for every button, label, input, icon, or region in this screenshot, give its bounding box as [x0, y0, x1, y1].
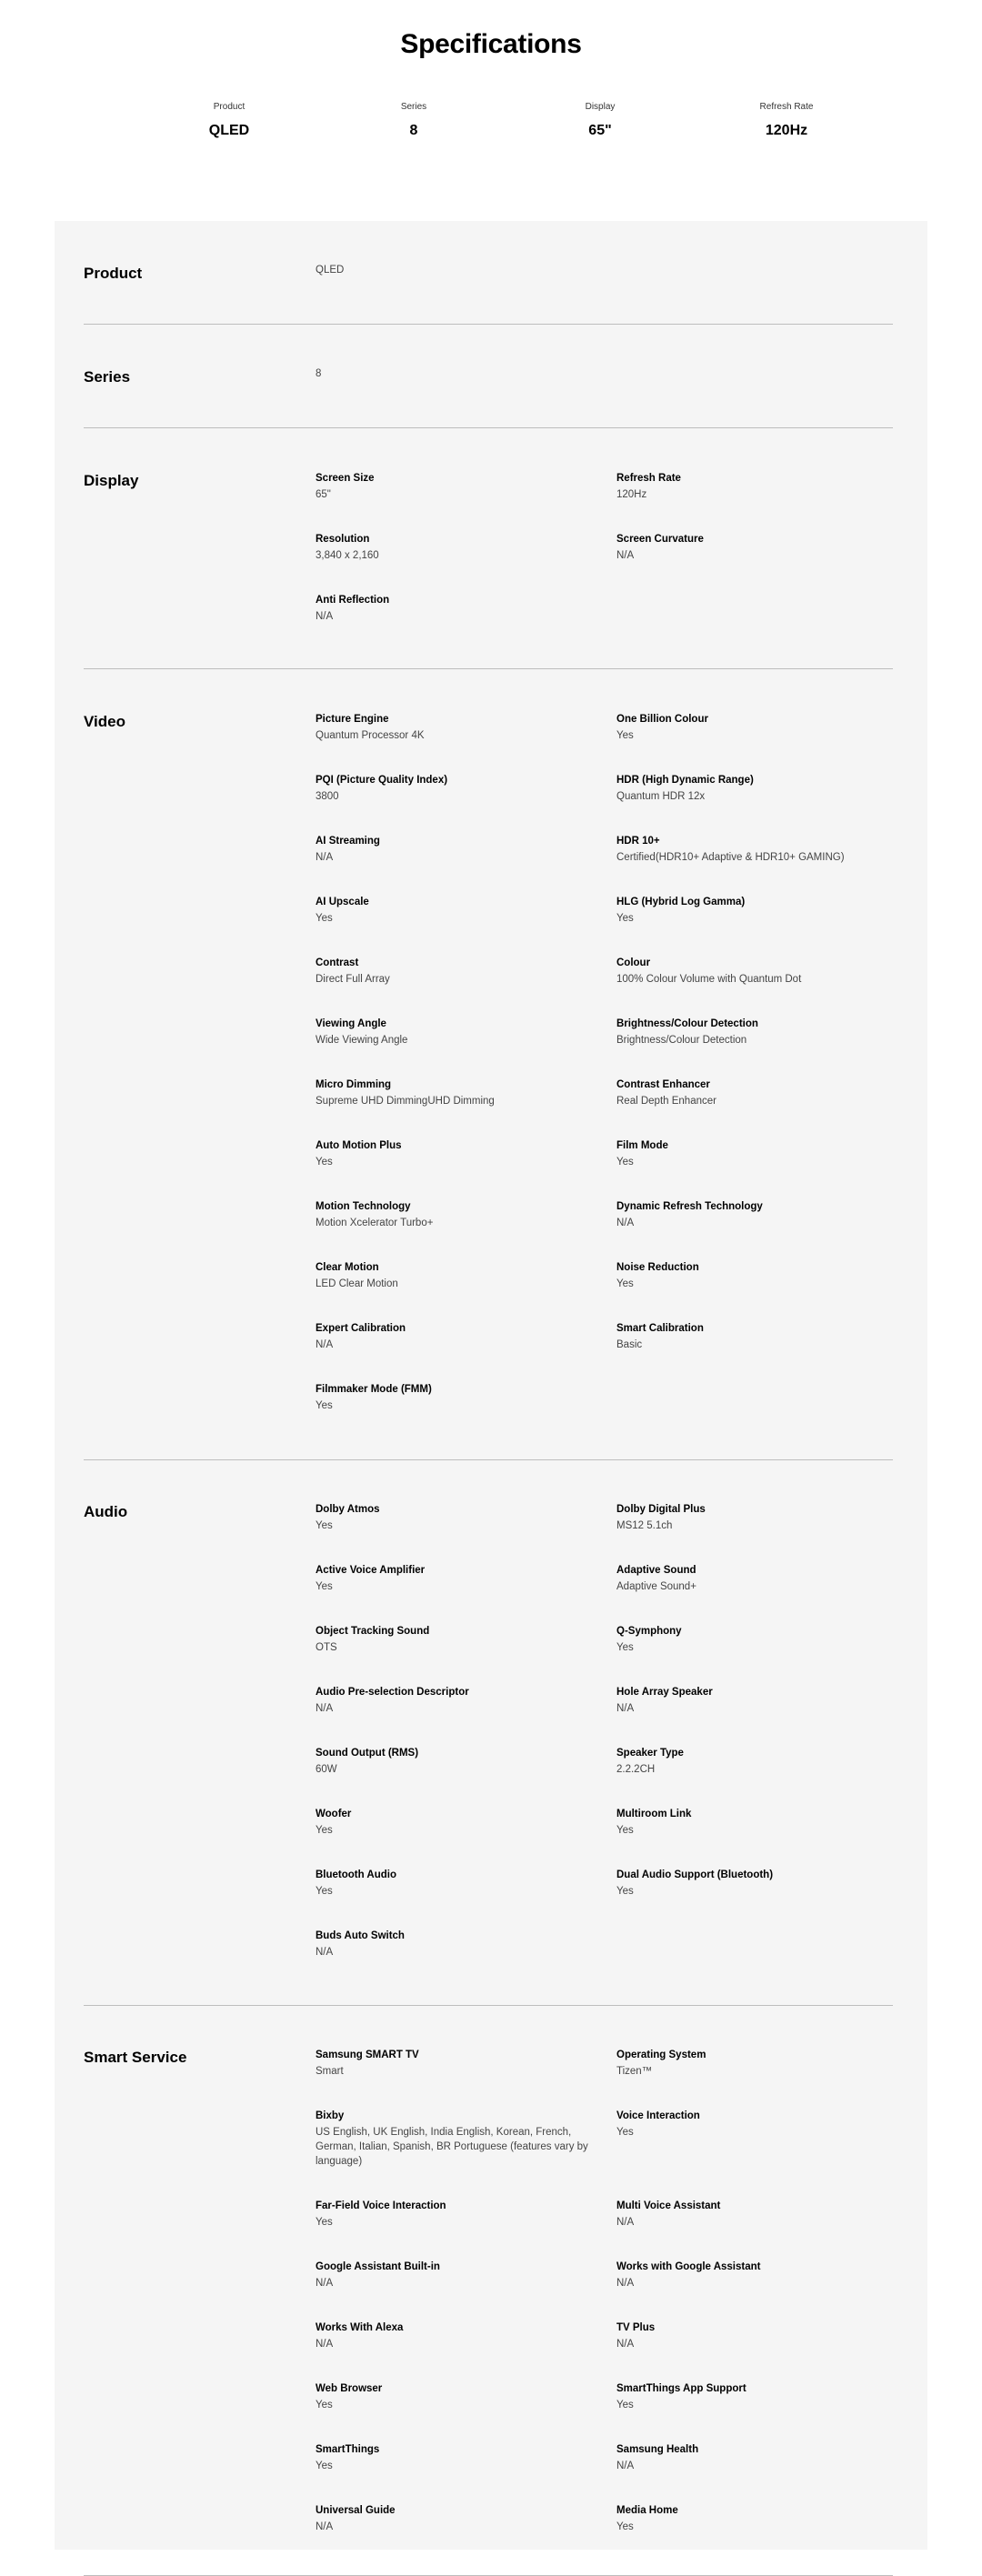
- divider: [84, 1459, 893, 1460]
- spec-name: Operating System: [616, 2050, 706, 2060]
- spec-name: Anti Reflection: [316, 595, 390, 606]
- spec-name: Smart Calibration: [616, 1323, 704, 1334]
- spec-value: Yes: [316, 2461, 333, 2471]
- spec-item: [616, 774, 889, 804]
- spec-name: HDR (High Dynamic Range): [616, 775, 754, 786]
- summary-value: 65": [588, 123, 612, 138]
- spec-name: Multiroom Link: [616, 1809, 692, 1819]
- spec-name: Speaker Type: [616, 1748, 684, 1759]
- spec-name: AI Streaming: [316, 836, 380, 847]
- spec-name: PQI (Picture Quality Index): [316, 775, 448, 786]
- spec-value: Yes: [316, 1886, 333, 1897]
- spec-name: Refresh Rate: [616, 473, 681, 484]
- spec-item: [616, 2200, 889, 2230]
- spec-value: Yes: [616, 2400, 634, 2411]
- summary-series: [323, 102, 505, 139]
- spec-item: [616, 2260, 889, 2290]
- spec-value: Yes: [616, 730, 634, 741]
- spec-item: [616, 1503, 889, 1533]
- spec-value: Quantum Processor 4K: [316, 730, 425, 741]
- spec-name: Voice Interaction: [616, 2110, 700, 2121]
- spec-value: Direct Full Array: [316, 974, 390, 985]
- summary-value: QLED: [208, 123, 250, 138]
- product-value: QLED: [316, 265, 345, 276]
- summary-refresh-rate: [696, 102, 877, 139]
- spec-name: Filmmaker Mode (FMM): [316, 1384, 432, 1395]
- spec-name: Colour: [616, 957, 651, 968]
- spec-value: Yes: [316, 1400, 333, 1411]
- spec-item: [616, 2382, 889, 2412]
- spec-item: [616, 1686, 889, 1716]
- section-title: Product: [84, 265, 143, 282]
- spec-item: [316, 2260, 588, 2290]
- spec-value: 3,840 x 2,160: [316, 550, 379, 561]
- spec-value: Yes: [616, 1157, 634, 1168]
- spec-name: Contrast Enhancer: [616, 1079, 710, 1090]
- spec-value: Certified(HDR10+ Adaptive & HDR10+ GAMING): [616, 852, 845, 863]
- spec-value: Yes: [616, 1825, 634, 1836]
- spec-value: Yes: [616, 1642, 634, 1653]
- spec-name: Q-Symphony: [616, 1626, 682, 1637]
- spec-name: Adaptive Sound: [616, 1565, 696, 1576]
- spec-name: Buds Auto Switch: [316, 1930, 405, 1941]
- spec-value: US English, UK English, India English, Korean, French, German, Italian, Spanish, BR Portuguese (features vary by language): [316, 2127, 588, 2167]
- spec-value: 60W: [316, 1764, 337, 1775]
- spec-name: Micro Dimming: [316, 1079, 392, 1090]
- spec-item: [616, 533, 889, 563]
- spec-item: [316, 1383, 588, 1413]
- spec-value: OTS: [316, 1642, 337, 1653]
- spec-value: Quantum HDR 12x: [616, 791, 706, 802]
- spec-name: Brightness/Colour Detection: [616, 1018, 758, 1029]
- spec-name: Screen Size: [316, 473, 375, 484]
- spec-name: AI Upscale: [316, 897, 369, 907]
- spec-item: [616, 2443, 889, 2473]
- spec-item: [316, 1017, 588, 1047]
- spec-item: [316, 1078, 588, 1108]
- spec-name: Audio Pre-selection Descriptor: [316, 1687, 469, 1698]
- spec-value: Yes: [616, 1278, 634, 1289]
- spec-item: [316, 1686, 588, 1716]
- spec-item: [316, 1200, 588, 1230]
- spec-name: Screen Curvature: [616, 534, 704, 545]
- spec-name: Active Voice Amplifier: [316, 1565, 426, 1576]
- spec-item: [616, 1869, 889, 1899]
- spec-name: Multi Voice Assistant: [616, 2200, 721, 2211]
- spec-item: [316, 533, 588, 563]
- spec-value: N/A: [316, 2339, 334, 2350]
- spec-value: N/A: [316, 611, 334, 622]
- spec-value: Basic: [616, 1339, 643, 1350]
- spec-value: Yes: [316, 1581, 333, 1592]
- spec-name: One Billion Colour: [616, 714, 708, 725]
- spec-name: Contrast: [316, 957, 359, 968]
- spec-item: [316, 2504, 588, 2534]
- spec-name: Universal Guide: [316, 2505, 396, 2516]
- section-title: Series: [84, 368, 131, 386]
- divider: [84, 2005, 893, 2006]
- spec-value: N/A: [316, 2521, 334, 2532]
- spec-name: Film Mode: [616, 1140, 668, 1151]
- spec-name: Samsung SMART TV: [316, 2050, 419, 2060]
- spec-name: Works With Alexa: [316, 2322, 404, 2333]
- spec-item: [316, 835, 588, 865]
- spec-item: [616, 1017, 889, 1047]
- spec-name: Bluetooth Audio: [316, 1869, 396, 1880]
- summary-label: Display: [585, 102, 616, 112]
- spec-name: Works with Google Assistant: [616, 2261, 761, 2272]
- spec-item: [316, 2049, 588, 2079]
- spec-name: Resolution: [316, 534, 370, 545]
- spec-value: MS12 5.1ch: [616, 1520, 673, 1531]
- summary-label: Refresh Rate: [759, 102, 814, 112]
- spec-name: HDR 10+: [616, 836, 660, 847]
- spec-item: [616, 1747, 889, 1777]
- spec-value: 65": [316, 489, 331, 500]
- spec-value: N/A: [616, 2339, 635, 2350]
- spec-value: LED Clear Motion: [316, 1278, 398, 1289]
- spec-name: Dolby Digital Plus: [616, 1504, 706, 1515]
- spec-value: Yes: [616, 1886, 634, 1897]
- spec-item: [616, 2321, 889, 2351]
- spec-value: N/A: [316, 1947, 334, 1958]
- spec-value: N/A: [616, 2461, 635, 2471]
- section-title: Video: [84, 713, 125, 730]
- spec-name: HLG (Hybrid Log Gamma): [616, 897, 746, 907]
- spec-name: Dual Audio Support (Bluetooth): [616, 1869, 774, 1880]
- spec-name: Samsung Health: [616, 2444, 699, 2455]
- spec-value: Yes: [316, 1520, 333, 1531]
- spec-name: Sound Output (RMS): [316, 1748, 419, 1759]
- spec-value: Wide Viewing Angle: [316, 1035, 408, 1046]
- spec-item: [616, 1625, 889, 1655]
- spec-name: Hole Array Speaker: [616, 1687, 713, 1698]
- spec-name: SmartThings: [316, 2444, 380, 2455]
- spec-value: 100% Colour Volume with Quantum Dot: [616, 974, 802, 985]
- spec-value: Smart: [316, 2066, 344, 2077]
- spec-value: N/A: [616, 1703, 635, 1714]
- spec-item: [616, 2049, 889, 2079]
- spec-value: Yes: [316, 1825, 333, 1836]
- spec-name: Viewing Angle: [316, 1018, 386, 1029]
- spec-value: N/A: [616, 550, 635, 561]
- specs-panel: [55, 221, 927, 2550]
- spec-item: [616, 2504, 889, 2534]
- spec-item: [316, 594, 588, 624]
- spec-name: Noise Reduction: [616, 1262, 699, 1273]
- spec-item: [316, 1503, 588, 1533]
- spec-item: [616, 1322, 889, 1352]
- summary-label: Series: [400, 102, 427, 112]
- spec-value: Yes: [316, 2400, 333, 2411]
- spec-item: [316, 896, 588, 926]
- spec-item: [316, 957, 588, 987]
- summary-label: Product: [213, 102, 246, 112]
- spec-value: N/A: [616, 2217, 635, 2228]
- spec-value: Yes: [316, 2217, 333, 2228]
- spec-name: Picture Engine: [316, 714, 389, 725]
- spec-item: [616, 713, 889, 743]
- spec-name: Far-Field Voice Interaction: [316, 2200, 446, 2211]
- spec-name: Object Tracking Sound: [316, 1626, 430, 1637]
- spec-item: [616, 1261, 889, 1291]
- spec-value: Real Depth Enhancer: [616, 1096, 716, 1107]
- spec-value: Yes: [316, 1157, 333, 1168]
- spec-item: [616, 957, 889, 987]
- spec-value: 2.2.2CH: [616, 1764, 656, 1775]
- spec-name: SmartThings App Support: [616, 2383, 747, 2394]
- spec-item: [616, 835, 917, 865]
- section-title: Display: [84, 472, 139, 489]
- spec-value: Tizen™: [616, 2066, 653, 2077]
- spec-item: [316, 1564, 588, 1594]
- section-title: Audio: [84, 1503, 128, 1520]
- summary-display: [509, 102, 691, 139]
- spec-item: [316, 1747, 588, 1777]
- spec-value: Yes: [316, 913, 333, 924]
- spec-value: N/A: [316, 1339, 334, 1350]
- spec-value: Supreme UHD DimmingUHD Dimming: [316, 1096, 495, 1107]
- section-title: Smart Service: [84, 2049, 187, 2066]
- spec-item: [316, 1625, 588, 1655]
- divider: [84, 668, 893, 669]
- spec-item: [316, 2321, 588, 2351]
- spec-value: Yes: [616, 2127, 634, 2138]
- spec-value: N/A: [316, 852, 334, 863]
- spec-value: Adaptive Sound+: [616, 1581, 696, 1592]
- spec-name: Bixby: [316, 2110, 345, 2121]
- spec-item: [316, 1929, 588, 1960]
- spec-item: [316, 1322, 588, 1352]
- spec-name: Expert Calibration: [316, 1323, 406, 1334]
- spec-value: Brightness/Colour Detection: [616, 1035, 747, 1046]
- summary-value: 8: [409, 123, 418, 138]
- spec-item: [316, 2200, 588, 2230]
- spec-item: [616, 1564, 889, 1594]
- spec-item: [316, 1808, 588, 1838]
- spec-value: 120Hz: [616, 489, 647, 500]
- spec-value: N/A: [316, 2278, 334, 2289]
- spec-name: Dynamic Refresh Technology: [616, 1201, 763, 1212]
- spec-item: [316, 774, 588, 804]
- spec-item: [316, 713, 588, 743]
- spec-value: N/A: [616, 1218, 635, 1228]
- spec-item: [616, 472, 889, 502]
- series-value: 8: [316, 368, 322, 379]
- spec-item: [616, 1139, 889, 1169]
- spec-value: 3800: [316, 791, 339, 802]
- spec-value: N/A: [316, 1703, 334, 1714]
- spec-value: N/A: [616, 2278, 635, 2289]
- summary-product: [138, 102, 320, 139]
- spec-item: [316, 2443, 588, 2473]
- spec-name: Woofer: [316, 1809, 352, 1819]
- spec-name: Motion Technology: [316, 1201, 411, 1212]
- spec-item: [316, 1261, 588, 1291]
- page-title: Specifications: [400, 29, 582, 59]
- spec-item: [316, 2382, 588, 2412]
- spec-name: Media Home: [616, 2505, 678, 2516]
- spec-name: Clear Motion: [316, 1262, 379, 1273]
- spec-item: [616, 2110, 889, 2140]
- spec-item: [616, 1078, 889, 1108]
- spec-name: Web Browser: [316, 2383, 383, 2394]
- spec-item: [616, 1808, 889, 1838]
- spec-item: [316, 2110, 597, 2169]
- spec-value: Motion Xcelerator Turbo+: [316, 1218, 434, 1228]
- spec-name: Auto Motion Plus: [316, 1140, 402, 1151]
- spec-item: [616, 1200, 889, 1230]
- spec-item: [316, 1869, 588, 1899]
- spec-item: [316, 472, 588, 502]
- spec-item: [616, 896, 889, 926]
- spec-name: TV Plus: [616, 2322, 656, 2333]
- spec-name: Google Assistant Built-in: [316, 2261, 440, 2272]
- spec-value: Yes: [616, 2521, 634, 2532]
- divider: [84, 427, 893, 428]
- spec-name: Dolby Atmos: [316, 1504, 380, 1515]
- spec-item: [316, 1139, 588, 1169]
- summary-value: 120Hz: [765, 123, 808, 138]
- spec-value: Yes: [616, 913, 634, 924]
- divider: [84, 324, 893, 325]
